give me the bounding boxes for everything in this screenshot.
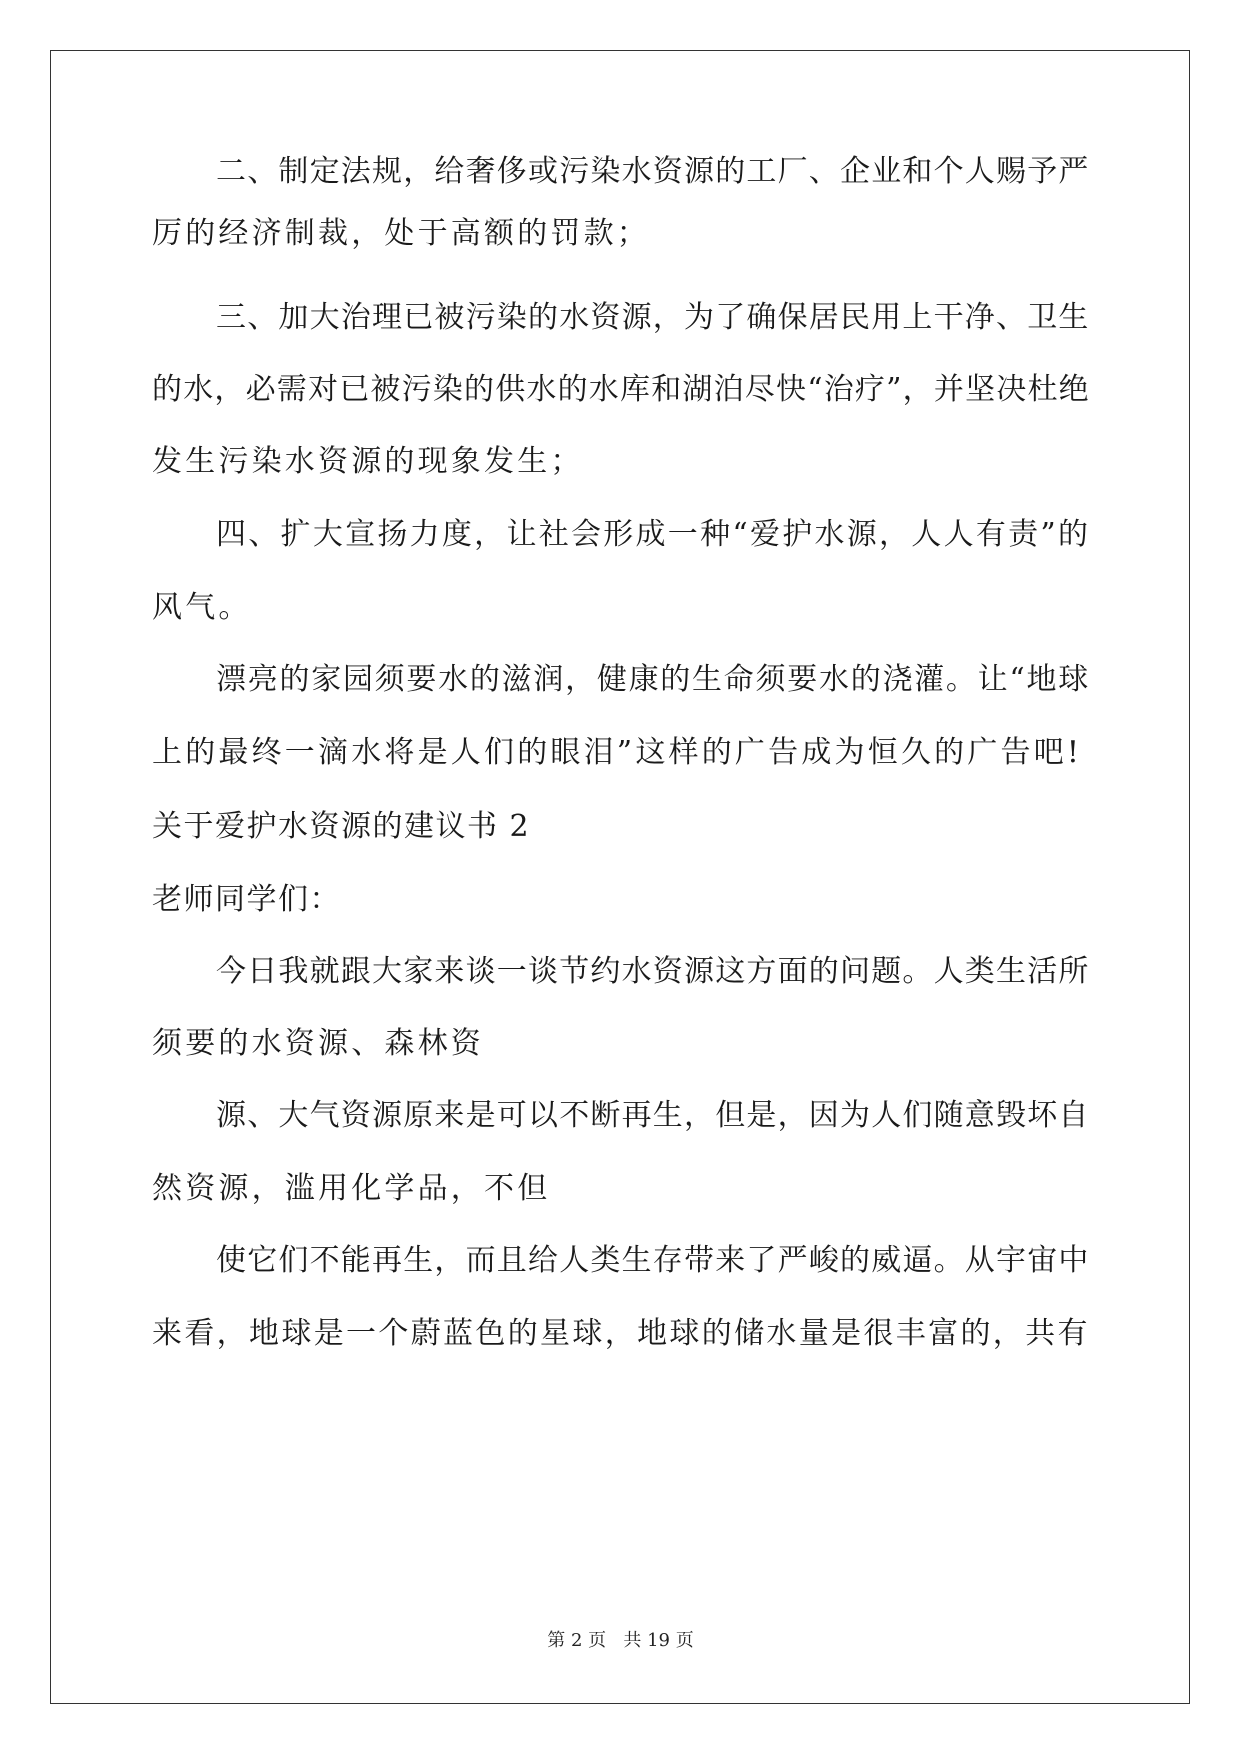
paragraph-line: 来看，地球是一个蔚蓝色的星球，地球的储水量是很丰富的，共有 bbox=[152, 1316, 1090, 1351]
salutation: 老师同学们： bbox=[152, 882, 341, 917]
paragraph-line: 四、扩大宣扬力度，让社会形成一种“爱护水源，人人有责”的 bbox=[216, 517, 1091, 552]
paragraph-line: 厉的经济制裁，处于高额的罚款； bbox=[152, 216, 650, 251]
paragraph-line: 今日我就跟大家来谈一谈节约水资源这方面的问题。人类生活所 bbox=[216, 954, 1090, 989]
paragraph-line: 的水，必需对已被污染的供水的水库和湖泊尽快“治疗”，并坚决杜绝 bbox=[152, 372, 1090, 407]
paragraph-line: 须要的水资源、森林资 bbox=[152, 1026, 484, 1061]
section-heading: 关于爱护水资源的建议书 2 bbox=[152, 809, 531, 844]
paragraph-line: 三、加大治理已被污染的水资源，为了确保居民用上干净、卫生 bbox=[216, 300, 1090, 335]
paragraph-line: 源、大气资源原来是可以不断再生，但是，因为人们随意毁坏自 bbox=[216, 1098, 1090, 1133]
paragraph-line: 风气。 bbox=[152, 590, 252, 625]
paragraph-line: 使它们不能再生，而且给人类生存带来了严峻的威逼。从宇宙中 bbox=[216, 1243, 1090, 1278]
paragraph-line: 发生污染水资源的现象发生； bbox=[152, 444, 584, 479]
paragraph-line: 上的最终一滴水将是人们的眼泪”这样的广告成为恒久的广告吧! bbox=[152, 735, 1083, 770]
paragraph-line: 二、制定法规，给奢侈或污染水资源的工厂、企业和个人赐予严 bbox=[216, 154, 1090, 189]
paragraph-line: 漂亮的家园须要水的滋润，健康的生命须要水的浇灌。让“地球 bbox=[216, 662, 1090, 697]
paragraph-line: 然资源，滥用化学品，不但 bbox=[152, 1171, 551, 1206]
page-number-footer: 第 2 页 共 19 页 bbox=[547, 1630, 694, 1651]
